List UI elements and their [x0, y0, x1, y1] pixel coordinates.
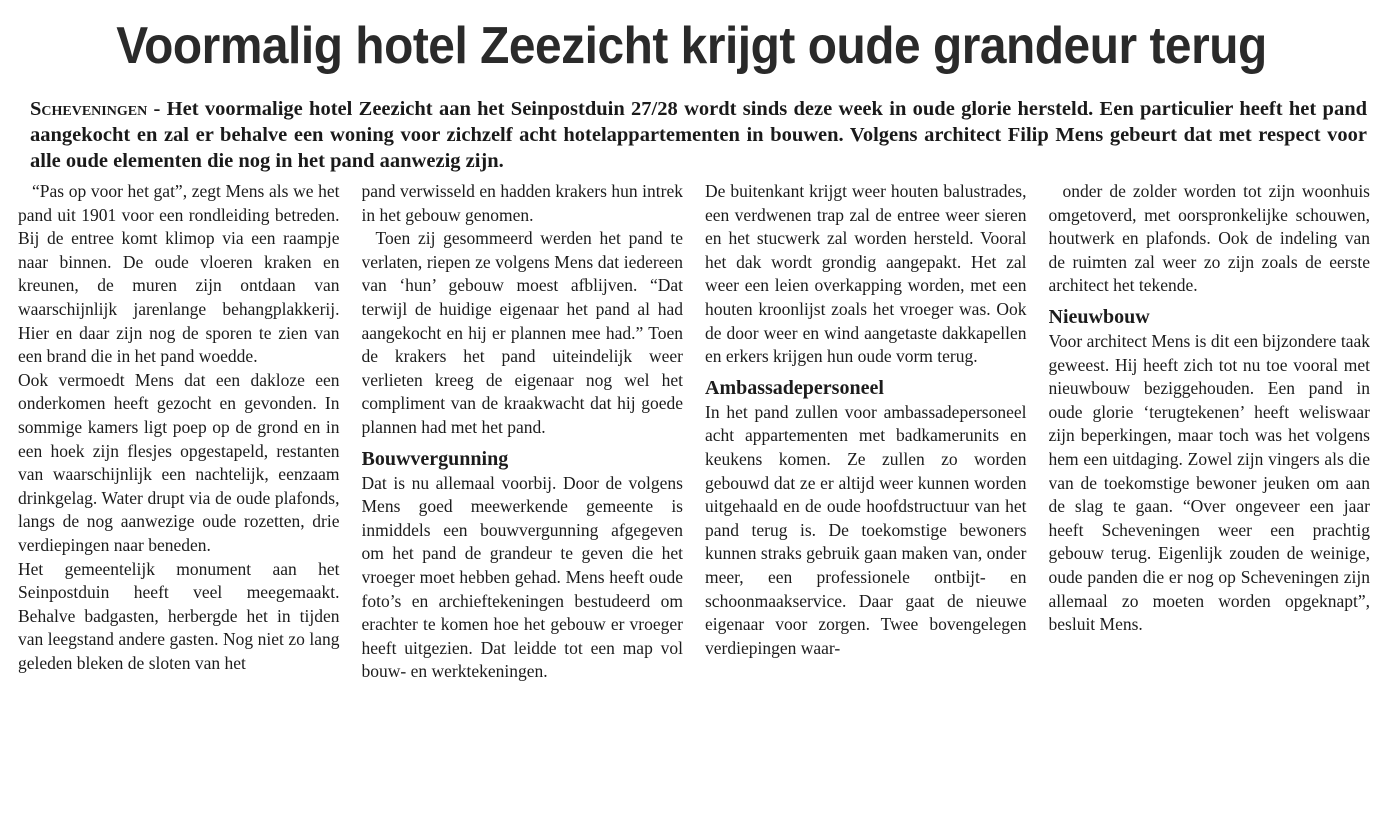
paragraph: De buitenkant krijgt weer houten balustrades, een verdwenen trap zal de entree weer sieren en het stucwerk zal worden hersteld. Vooral het dak wordt grondig aangepakt. Het zal weer een leien overkapping worden, met een houten kroonlijst zoals het vroeger was. Ook de door weer en wind aangetaste dakkapellen en erkers krijgen hun oude vorm terug. — [705, 181, 1027, 367]
headline: Voormalig hotel Zeezicht krijgt oude grandeur terug — [116, 17, 1267, 75]
column-2 — [362, 180, 684, 816]
paragraph: onder de zolder worden tot zijn woonhuis omgetoverd, met oorspronkelijke schouwen, houtwerk en plafonds. Ook de indeling van de ruimten zal weer zo zijn zoals de eerste architect het tekende. — [1048, 181, 1370, 296]
paragraph: Dat is nu allemaal voorbij. Door de volgens Mens goed meewerkende gemeente is inmiddels een bouwvergunning afgegeven om het pand de grandeur te geven die het vroeger moet hebben gehad. Mens heeft oude foto’s en archieftekeningen bestudeerd om erachter te komen hoe het gebouw er vroeger heeft uitgezien. Dat leidde tot een map vol bouw- en werktekeningen. — [361, 472, 683, 682]
paragraph: “Pas op voor het gat”, zegt Mens als we het pand uit 1901 voor een rondleiding betreden. Bij de entree komt klimop via een raampje naar binnen. De oude vloeren kraken en kreunen, de muren zijn ontdaan van waarschijnlijk jarenlange behangplakkerij. Hier en daar zijn nog de sporen te zien van een brand die in het pand woedde. — [18, 181, 340, 367]
paragraph: Ook vermoedt Mens dat een dakloze een onderkomen heeft gezocht en gevonden. In sommige kamers ligt poep op de grond en in een hoek zijn flesjes opgestapeld, restanten van waarschijnlijk een nachtelijk, eenzaam drinkgelag. Water drupt via de oude plafonds, langs de nog aanwezige oude rozetten, drie verdiepingen naar beneden. — [18, 369, 340, 555]
subheading-bouwvergunning: Bouwvergunning — [361, 447, 509, 470]
paragraph: pand verwisseld en hadden krakers hun intrek in het gebouw genomen. — [361, 181, 683, 225]
paragraph: Het gemeentelijk monument aan het Seinpostduin heeft veel meegemaakt. Behalve badgasten, herbergde het in tijden van leegstand andere gasten. Nog niet zo lang geleden bleken de sloten van het — [18, 558, 340, 673]
lead-text: - Het voormalige hotel Zeezicht aan het Seinpostduin 27/28 wordt sinds deze week in oude glorie hersteld. Een particulier heeft het pand aangekocht en zal er behalve een woning voor zichzelf acht hotelappartementen in bouwen. Volgens architect Filip Mens gebeurt dat met respect voor alle oude elementen die nog in het pand aanwezig zijn. — [30, 98, 1367, 172]
paragraph: In het pand zullen voor ambassadepersoneel acht appartementen met badkamerunits en keukens komen. Ze zullen zo worden gebouwd dat ze er altijd weer kunnen worden uitgehaald en de oude hoofdstructuur van het pand terug is. De toekomstige bewoners kunnen straks gebruik gaan maken van, onder meer, een professionele ontbijt- en schoonmaakservice. Daar gaat de nieuwe eigenaar voor zorgen. Twee bovengelegen verdiepingen waar- — [705, 401, 1027, 658]
paragraph: Toen zij gesommeerd werden het pand te verlaten, riepen ze volgens Mens dat iedereen van ‘hun’ gebouw moest afblijven. “Dat terwijl de huidige eigenaar het pand al had aangekocht en hij er plannen mee had.” Toen de krakers het pand uiteindelijk weer verlieten kreeg de eigenaar nog wel het compliment van de kraakwacht dat hij goede plannen had met het pand. — [361, 228, 683, 437]
lead-paragraph — [30, 96, 1367, 174]
lead-place: Scheveningen — [30, 98, 148, 120]
subheading-nieuwbouw: Nieuwbouw — [1048, 305, 1150, 328]
column-1 — [18, 180, 340, 816]
column-3 — [705, 180, 1027, 816]
article-columns — [18, 180, 1370, 816]
subheading-ambassadepersoneel: Ambassadepersoneel — [705, 376, 884, 399]
paragraph: Voor architect Mens is dit een bijzondere taak geweest. Hij heeft zich tot nu toe vooral met nieuwbouw beziggehouden. Een pand in oude glorie ‘terugtekenen’ heeft weliswaar zijn beperkingen, maar toch was het volgens hem een uitdaging. Zowel zijn vingers als die van de toekomstige bewoner jeuken om aan de slag te gaan. “Over ongeveer een jaar heeft Scheveningen weer een prachtig gebouw terug. Eigenlijk zouden de weinige, oude panden die er nog op Scheveningen zijn allemaal zo moeten worden opgeknapt”, besluit Mens. — [1048, 330, 1370, 635]
column-4 — [1049, 180, 1371, 816]
